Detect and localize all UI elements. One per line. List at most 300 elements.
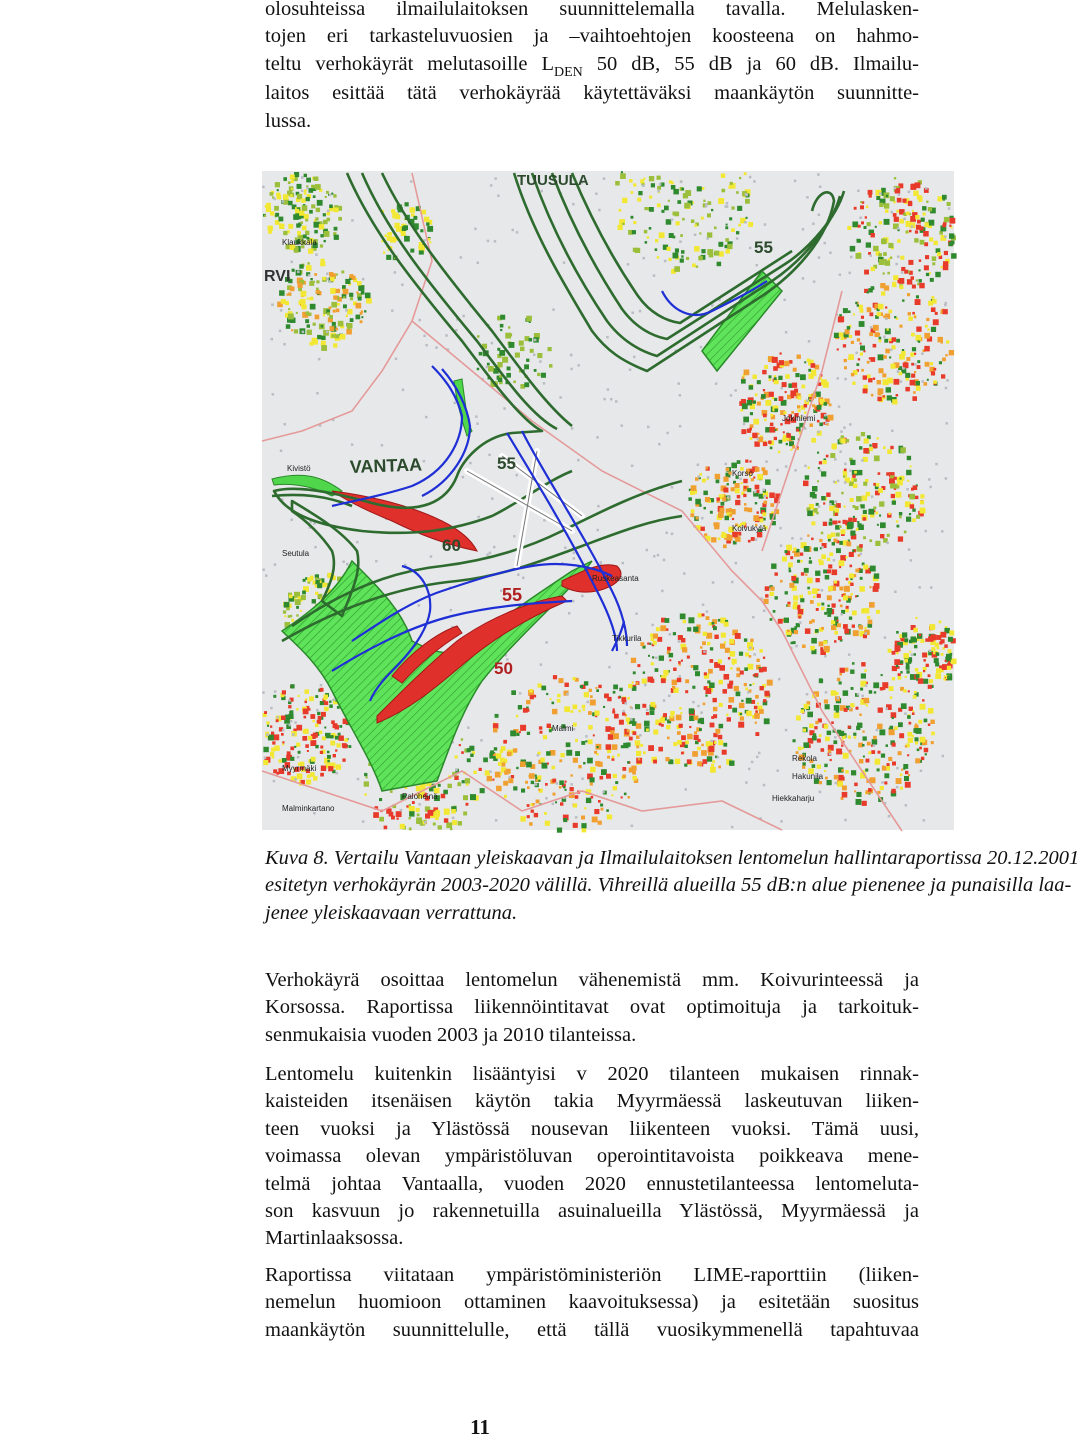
- land-use-dot: [311, 204, 315, 208]
- land-use-dot: [688, 617, 694, 623]
- land-use-dot: [339, 736, 344, 741]
- terrain-speckle: [346, 563, 349, 566]
- land-use-dot: [271, 732, 274, 735]
- land-use-dot: [867, 742, 871, 746]
- land-use-dot: [878, 253, 882, 257]
- land-use-dot: [681, 735, 686, 740]
- land-use-dot: [944, 217, 949, 222]
- land-use-dot: [834, 539, 838, 543]
- land-use-dot: [702, 641, 706, 645]
- terrain-speckle: [910, 559, 913, 562]
- land-use-dot: [320, 746, 323, 749]
- land-use-dot: [839, 566, 841, 568]
- land-use-dot: [908, 690, 910, 692]
- land-use-dot: [694, 246, 700, 252]
- land-use-dot: [819, 781, 822, 784]
- land-use-dot: [904, 776, 909, 781]
- land-use-dot: [685, 190, 691, 196]
- land-use-dot: [744, 503, 747, 506]
- land-use-dot: [776, 511, 779, 514]
- land-use-dot: [900, 733, 904, 737]
- land-use-dot: [831, 533, 835, 537]
- land-use-dot: [834, 631, 838, 635]
- land-use-dot: [573, 705, 578, 710]
- land-use-dot: [643, 672, 645, 674]
- land-use-dot: [887, 449, 892, 454]
- land-use-dot: [853, 733, 856, 736]
- terrain-speckle: [751, 761, 754, 764]
- land-use-dot: [320, 701, 324, 705]
- terrain-speckle: [661, 590, 664, 593]
- land-use-dot: [566, 742, 571, 747]
- land-use-dot: [934, 658, 939, 663]
- land-use-dot: [885, 209, 889, 213]
- land-use-dot: [887, 272, 890, 275]
- land-use-dot: [823, 570, 827, 574]
- land-use-dot: [773, 366, 778, 371]
- land-use-dot: [470, 794, 476, 800]
- land-use-dot: [288, 224, 293, 229]
- terrain-speckle: [462, 476, 465, 479]
- land-use-dot: [827, 605, 829, 607]
- terrain-speckle: [491, 342, 494, 345]
- land-use-dot: [632, 776, 636, 780]
- land-use-dot: [615, 181, 620, 186]
- land-use-dot: [337, 303, 340, 306]
- terrain-speckle: [644, 684, 647, 687]
- land-use-dot: [906, 230, 909, 233]
- land-use-dot: [857, 521, 859, 523]
- land-use-dot: [594, 751, 597, 754]
- land-use-dot: [898, 722, 903, 727]
- land-use-dot: [592, 817, 598, 823]
- terrain-speckle: [911, 654, 914, 657]
- land-use-dot: [881, 291, 885, 295]
- terrain-speckle: [326, 273, 329, 276]
- land-use-dot: [920, 737, 926, 743]
- land-use-dot: [666, 628, 669, 631]
- land-use-dot: [873, 246, 879, 252]
- land-use-dot: [909, 513, 911, 515]
- land-use-dot: [912, 285, 916, 289]
- map-label-place: Kivistö: [287, 464, 311, 473]
- land-use-dot: [544, 812, 547, 815]
- land-use-dot: [863, 350, 865, 352]
- land-use-dot: [730, 182, 733, 185]
- terrain-speckle: [744, 221, 747, 224]
- land-use-dot: [897, 480, 903, 486]
- terrain-speckle: [894, 591, 897, 594]
- land-use-dot: [404, 236, 410, 242]
- land-use-dot: [631, 216, 634, 219]
- land-use-dot: [609, 815, 613, 819]
- land-use-dot: [821, 379, 827, 385]
- land-use-dot: [908, 774, 910, 776]
- land-use-dot: [322, 736, 326, 740]
- land-use-dot: [314, 222, 320, 228]
- land-use-dot: [613, 708, 615, 710]
- terrain-speckle: [700, 711, 703, 714]
- land-use-dot: [910, 353, 914, 357]
- land-use-dot: [286, 715, 290, 719]
- land-use-dot: [763, 657, 765, 659]
- land-use-dot: [731, 206, 734, 209]
- land-use-dot: [619, 209, 622, 212]
- land-use-dot: [670, 711, 674, 715]
- land-use-dot: [309, 210, 313, 214]
- land-use-dot: [870, 566, 876, 572]
- terrain-speckle: [570, 368, 573, 371]
- land-use-dot: [297, 184, 302, 189]
- land-use-dot: [864, 270, 869, 275]
- land-use-dot: [825, 737, 830, 742]
- land-use-dot: [770, 447, 773, 450]
- text-line: son kasvuun jo rakennetuilla asuinalueilla Ylästössä, Myyrmäessä ja: [265, 1200, 919, 1223]
- land-use-dot: [312, 185, 316, 189]
- land-use-dot: [931, 741, 934, 744]
- land-use-dot: [360, 320, 363, 323]
- land-use-dot: [672, 686, 675, 689]
- land-use-dot: [563, 818, 567, 822]
- land-use-dot: [600, 804, 603, 807]
- land-use-dot: [879, 259, 885, 265]
- terrain-speckle: [948, 207, 951, 210]
- terrain-speckle: [559, 396, 562, 399]
- land-use-dot: [928, 685, 932, 689]
- land-use-dot: [861, 221, 864, 224]
- terrain-speckle: [725, 463, 728, 466]
- land-use-dot: [882, 682, 888, 688]
- land-use-dot: [283, 177, 287, 181]
- land-use-dot: [383, 251, 385, 253]
- terrain-speckle: [603, 398, 606, 401]
- land-use-dot: [636, 745, 639, 748]
- terrain-speckle: [608, 666, 611, 669]
- land-use-dot: [841, 745, 843, 747]
- land-use-dot: [685, 690, 688, 693]
- land-use-dot: [727, 244, 732, 249]
- land-use-dot: [304, 189, 307, 192]
- land-use-dot: [306, 178, 311, 183]
- land-use-dot: [322, 583, 327, 588]
- land-use-dot: [306, 265, 312, 271]
- land-use-dot: [924, 346, 930, 352]
- terrain-speckle: [435, 346, 438, 349]
- land-use-dot: [379, 798, 382, 801]
- terrain-speckle: [556, 782, 559, 785]
- land-use-dot: [815, 392, 820, 397]
- land-use-dot: [900, 787, 903, 790]
- land-use-dot: [701, 744, 704, 747]
- terrain-speckle: [489, 771, 492, 774]
- land-use-dot: [294, 329, 298, 333]
- land-use-dot: [316, 290, 320, 294]
- land-use-dot: [305, 319, 309, 323]
- land-use-dot: [511, 775, 514, 778]
- terrain-speckle: [806, 399, 809, 402]
- land-use-dot: [869, 539, 872, 542]
- land-use-dot: [878, 708, 883, 713]
- land-use-dot: [926, 318, 929, 321]
- land-use-dot: [915, 230, 918, 233]
- land-use-dot: [365, 293, 371, 299]
- land-use-dot: [467, 748, 471, 752]
- land-use-dot: [540, 758, 545, 763]
- terrain-speckle: [274, 690, 277, 693]
- land-use-dot: [800, 598, 804, 602]
- land-use-dot: [427, 226, 433, 232]
- terrain-speckle: [870, 254, 873, 256]
- land-use-dot: [887, 534, 890, 537]
- land-use-dot: [636, 723, 642, 729]
- land-use-dot: [944, 644, 948, 648]
- terrain-speckle: [477, 262, 480, 265]
- land-use-dot: [516, 733, 519, 736]
- terrain-speckle: [806, 693, 809, 696]
- land-use-dot: [868, 788, 872, 792]
- terrain-speckle: [783, 299, 786, 302]
- land-use-dot: [640, 744, 643, 747]
- land-use-dot: [598, 800, 601, 803]
- land-use-dot: [613, 786, 617, 790]
- land-use-dot: [288, 201, 293, 206]
- land-use-dot: [889, 686, 894, 691]
- land-use-dot: [624, 793, 627, 796]
- land-use-dot: [839, 681, 842, 684]
- land-use-dot: [681, 660, 683, 662]
- land-use-dot: [916, 327, 921, 332]
- land-use-dot: [552, 766, 556, 770]
- terrain-speckle: [671, 219, 674, 222]
- land-use-dot: [883, 446, 886, 449]
- terrain-speckle: [262, 186, 265, 189]
- land-use-dot: [559, 678, 564, 683]
- terrain-speckle: [552, 308, 555, 311]
- land-use-dot: [426, 222, 429, 225]
- land-use-dot: [868, 509, 874, 515]
- land-use-dot: [313, 733, 318, 738]
- figure-caption: [265, 845, 1079, 927]
- land-use-dot: [406, 805, 408, 807]
- land-use-dot: [636, 735, 640, 739]
- land-use-dot: [338, 733, 341, 736]
- land-use-dot: [721, 534, 723, 536]
- land-use-dot: [883, 379, 889, 385]
- terrain-speckle: [743, 423, 746, 426]
- terrain-speckle: [572, 600, 575, 603]
- land-use-dot: [270, 192, 274, 196]
- terrain-speckle: [904, 712, 907, 715]
- land-use-dot: [785, 391, 787, 393]
- land-use-dot: [894, 217, 899, 222]
- land-use-dot: [580, 685, 583, 688]
- land-use-dot: [920, 500, 924, 504]
- land-use-dot: [949, 631, 954, 636]
- land-use-dot: [692, 264, 696, 268]
- land-use-dot: [276, 719, 279, 722]
- land-use-dot: [907, 754, 909, 756]
- land-use-dot: [949, 225, 951, 227]
- land-use-dot: [918, 678, 924, 684]
- land-use-dot: [723, 477, 728, 482]
- land-use-dot: [588, 725, 593, 730]
- land-use-dot: [678, 635, 683, 640]
- land-use-dot: [908, 312, 911, 315]
- land-use-dot: [933, 380, 937, 384]
- land-use-dot: [634, 780, 637, 783]
- land-use-dot: [490, 750, 494, 754]
- land-use-dot: [805, 628, 811, 634]
- terrain-speckle: [736, 237, 739, 240]
- terrain-speckle: [945, 387, 948, 390]
- land-use-dot: [508, 326, 510, 328]
- land-use-dot: [899, 516, 902, 519]
- land-use-dot: [324, 240, 326, 242]
- land-use-dot: [833, 605, 836, 608]
- land-use-dot: [913, 628, 918, 633]
- land-use-dot: [314, 177, 319, 182]
- land-use-dot: [739, 703, 745, 709]
- land-use-dot: [841, 438, 846, 443]
- map-label-place: Malmi: [552, 724, 574, 733]
- land-use-dot: [839, 587, 843, 591]
- land-use-dot: [821, 532, 824, 535]
- terrain-speckle: [700, 346, 703, 349]
- terrain-speckle: [291, 261, 294, 264]
- land-use-dot: [696, 266, 698, 268]
- land-use-dot: [805, 574, 807, 576]
- land-use-dot: [824, 402, 828, 406]
- terrain-speckle: [780, 544, 783, 547]
- land-use-dot: [350, 318, 354, 322]
- land-use-dot: [707, 680, 710, 683]
- text-line: Lentomelu kuitenkin lisääntyisi v 2020 tilanteen mukaisen rinnak-: [265, 1063, 919, 1085]
- land-use-dot: [920, 240, 925, 245]
- land-use-dot: [860, 577, 863, 580]
- land-use-dot: [743, 479, 747, 483]
- land-use-dot: [726, 249, 731, 254]
- land-use-dot: [659, 232, 665, 238]
- land-use-dot: [304, 729, 309, 734]
- land-use-dot: [871, 233, 875, 237]
- terrain-speckle: [825, 422, 828, 425]
- land-use-dot: [277, 189, 279, 191]
- land-use-dot: [327, 751, 330, 754]
- land-use-dot: [843, 753, 849, 759]
- land-use-dot: [933, 652, 935, 654]
- land-use-dot: [810, 600, 814, 604]
- land-use-dot: [863, 565, 868, 570]
- land-use-dot: [787, 630, 790, 633]
- terrain-speckle: [577, 459, 580, 462]
- land-use-dot: [317, 712, 320, 715]
- land-use-dot: [817, 594, 821, 598]
- land-use-dot: [914, 316, 917, 319]
- land-use-dot: [466, 783, 469, 786]
- land-use-dot: [566, 750, 572, 756]
- land-use-dot: [819, 734, 822, 737]
- land-use-dot: [349, 274, 353, 278]
- land-use-dot: [627, 729, 630, 732]
- land-use-dot: [627, 697, 630, 700]
- land-use-dot: [918, 720, 922, 724]
- terrain-speckle: [566, 693, 569, 696]
- terrain-speckle: [749, 647, 752, 650]
- land-use-dot: [513, 786, 517, 790]
- land-use-dot: [888, 757, 892, 761]
- land-use-dot: [301, 304, 304, 307]
- terrain-speckle: [929, 486, 932, 489]
- land-use-dot: [868, 190, 873, 195]
- land-use-dot: [800, 374, 806, 380]
- land-use-dot: [821, 496, 825, 500]
- terrain-speckle: [570, 354, 573, 357]
- land-use-dot: [778, 619, 783, 624]
- land-use-dot: [644, 207, 647, 210]
- land-use-dot: [321, 345, 327, 351]
- land-use-dot: [638, 758, 641, 761]
- terrain-speckle: [794, 180, 797, 183]
- land-use-dot: [826, 455, 829, 458]
- land-use-dot: [725, 238, 729, 242]
- land-use-dot: [873, 736, 877, 740]
- land-use-dot: [886, 744, 889, 747]
- land-use-dot: [856, 707, 859, 710]
- terrain-speckle: [731, 826, 734, 829]
- land-use-dot: [463, 812, 467, 816]
- land-use-dot: [302, 591, 306, 595]
- terrain-speckle: [336, 772, 339, 775]
- land-use-dot: [655, 248, 658, 251]
- land-use-dot: [911, 374, 915, 378]
- land-use-dot: [530, 695, 534, 699]
- terrain-speckle: [375, 560, 378, 563]
- terrain-speckle: [835, 782, 838, 785]
- land-use-dot: [685, 745, 688, 748]
- land-use-dot: [821, 554, 826, 559]
- land-use-dot: [924, 265, 929, 270]
- terrain-speckle: [825, 691, 828, 694]
- land-use-dot: [889, 356, 891, 358]
- land-use-dot: [409, 811, 414, 816]
- land-use-dot: [606, 774, 611, 779]
- land-use-dot: [657, 637, 662, 642]
- terrain-speckle: [923, 819, 926, 822]
- terrain-speckle: [270, 707, 273, 710]
- land-use-dot: [880, 786, 884, 790]
- land-use-dot: [869, 332, 873, 336]
- land-use-dot: [559, 780, 564, 785]
- land-use-dot: [859, 759, 863, 763]
- land-use-dot: [350, 297, 353, 300]
- land-use-dot: [911, 333, 915, 337]
- land-use-dot: [859, 544, 863, 548]
- land-use-dot: [839, 731, 844, 736]
- terrain-speckle: [808, 340, 811, 343]
- land-use-dot: [628, 684, 632, 688]
- land-use-dot: [817, 739, 821, 743]
- land-use-dot: [526, 359, 529, 362]
- land-use-dot: [811, 363, 816, 368]
- land-use-dot: [856, 436, 860, 440]
- land-use-dot: [650, 702, 655, 707]
- land-use-dot: [705, 497, 710, 502]
- land-use-dot: [851, 341, 854, 344]
- terrain-speckle: [265, 574, 268, 577]
- land-use-dot: [853, 518, 857, 522]
- land-use-dot: [451, 809, 456, 814]
- terrain-speckle: [629, 369, 632, 372]
